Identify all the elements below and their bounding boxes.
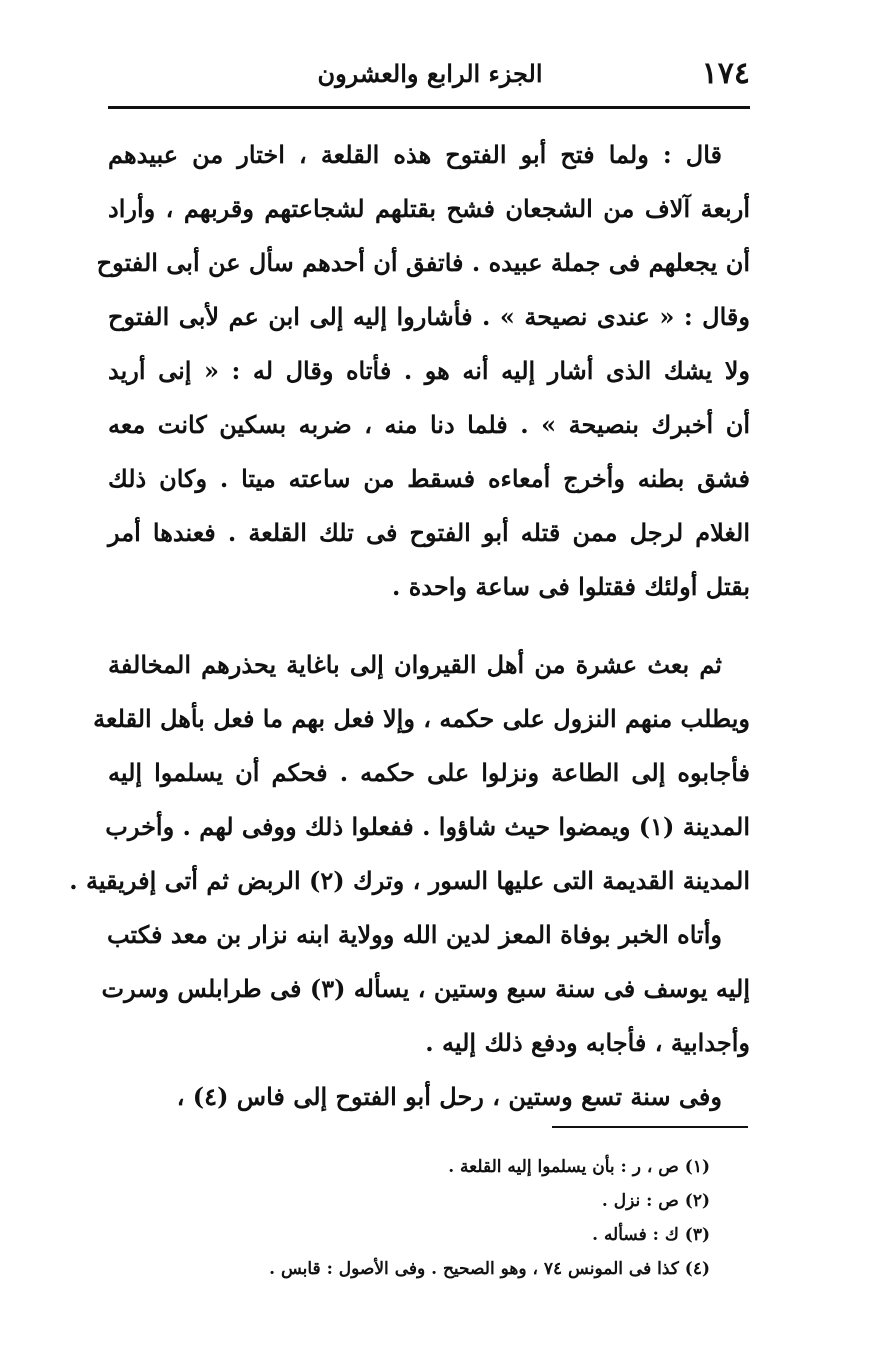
text-line: وأتاه الخبر بوفاة المعز لدين الله وولاية ابنه نزار بن معد فكتب [106, 920, 722, 949]
text-line: ولا يشك الذى أشار إليه أنه هو . فأتاه وقال له : « إنى أريد [108, 356, 750, 385]
text-line: قال : ولما فتح أبو الفتوح هذه القلعة ، اختار من عبيدهم [108, 140, 722, 169]
text-line: وأجدابية ، فأجابه ودفع ذلك إليه . [425, 1028, 750, 1057]
text-line: المدينة القديمة التى عليها السور ، وترك (٢) الربض ثم أتى إفريقية . [69, 866, 750, 895]
footnote-item: (٣) ك : فسأله . [592, 1225, 710, 1245]
text-line: وقال : « عندى نصيحة » . فأشاروا إليه إلى ابن عم لأبى الفتوح [108, 302, 750, 331]
header-rule [108, 106, 750, 109]
text-line: بقتل أولئك فقتلوا فى ساعة واحدة . [392, 572, 750, 601]
text-line: المدينة (١) ويمضوا حيث شاؤوا . ففعلوا ذلك ووفى لهم . وأخرب [105, 812, 750, 841]
paragraph-gap [108, 614, 750, 638]
main-text [69, 128, 750, 1124]
footnote-item: (٤) كذا فى المونس ٧٤ ، وهو الصحيح . وفى الأصول : قابس . [269, 1259, 710, 1279]
footnotes [200, 1150, 710, 1286]
running-head: الجزء الرابع والعشرون [317, 59, 543, 88]
page-header [110, 52, 750, 96]
text-line: الغلام لرجل ممن قتله أبو الفتوح فى تلك القلعة . فعندها أمر [108, 518, 750, 547]
page-number: ١٧٤ [701, 56, 750, 91]
text-line: فشق بطنه وأخرج أمعاءه فسقط من ساعته ميتا . وكان ذلك [108, 464, 750, 493]
text-line: أن أخبرك بنصيحة » . فلما دنا منه ، ضربه بسكين كانت معه [108, 410, 750, 439]
text-line: ثم بعث عشرة من أهل القيروان إلى باغاية يحذرهم المخالفة [108, 650, 722, 679]
footnote-item: (١) ص ، ر : بأن يسلموا إليه القلعة . [448, 1157, 710, 1177]
text-line: ويطلب منهم النزول على حكمه ، وإلا فعل بهم ما فعل بأهل القلعة [93, 704, 750, 733]
footnote-rule [552, 1126, 748, 1128]
text-line: أن يجعلهم فى جملة عبيده . فاتفق أن أحدهم سأل عن أبى الفتوح [96, 248, 750, 277]
footnote-item: (٢) ص : نزل . [601, 1191, 710, 1211]
text-line: إليه يوسف فى سنة سبع وستين ، يسأله (٣) فى طرابلس وسرت [101, 974, 750, 1003]
text-line: وفى سنة تسع وستين ، رحل أبو الفتوح إلى فاس (٤) ، [176, 1082, 722, 1111]
text-line: أربعة آلاف من الشجعان فشح بقتلهم لشجاعتهم وقربهم ، وأراد [108, 194, 750, 223]
text-line: فأجابوه إلى الطاعة ونزلوا على حكمه . فحكم أن يسلموا إليه [108, 758, 750, 787]
